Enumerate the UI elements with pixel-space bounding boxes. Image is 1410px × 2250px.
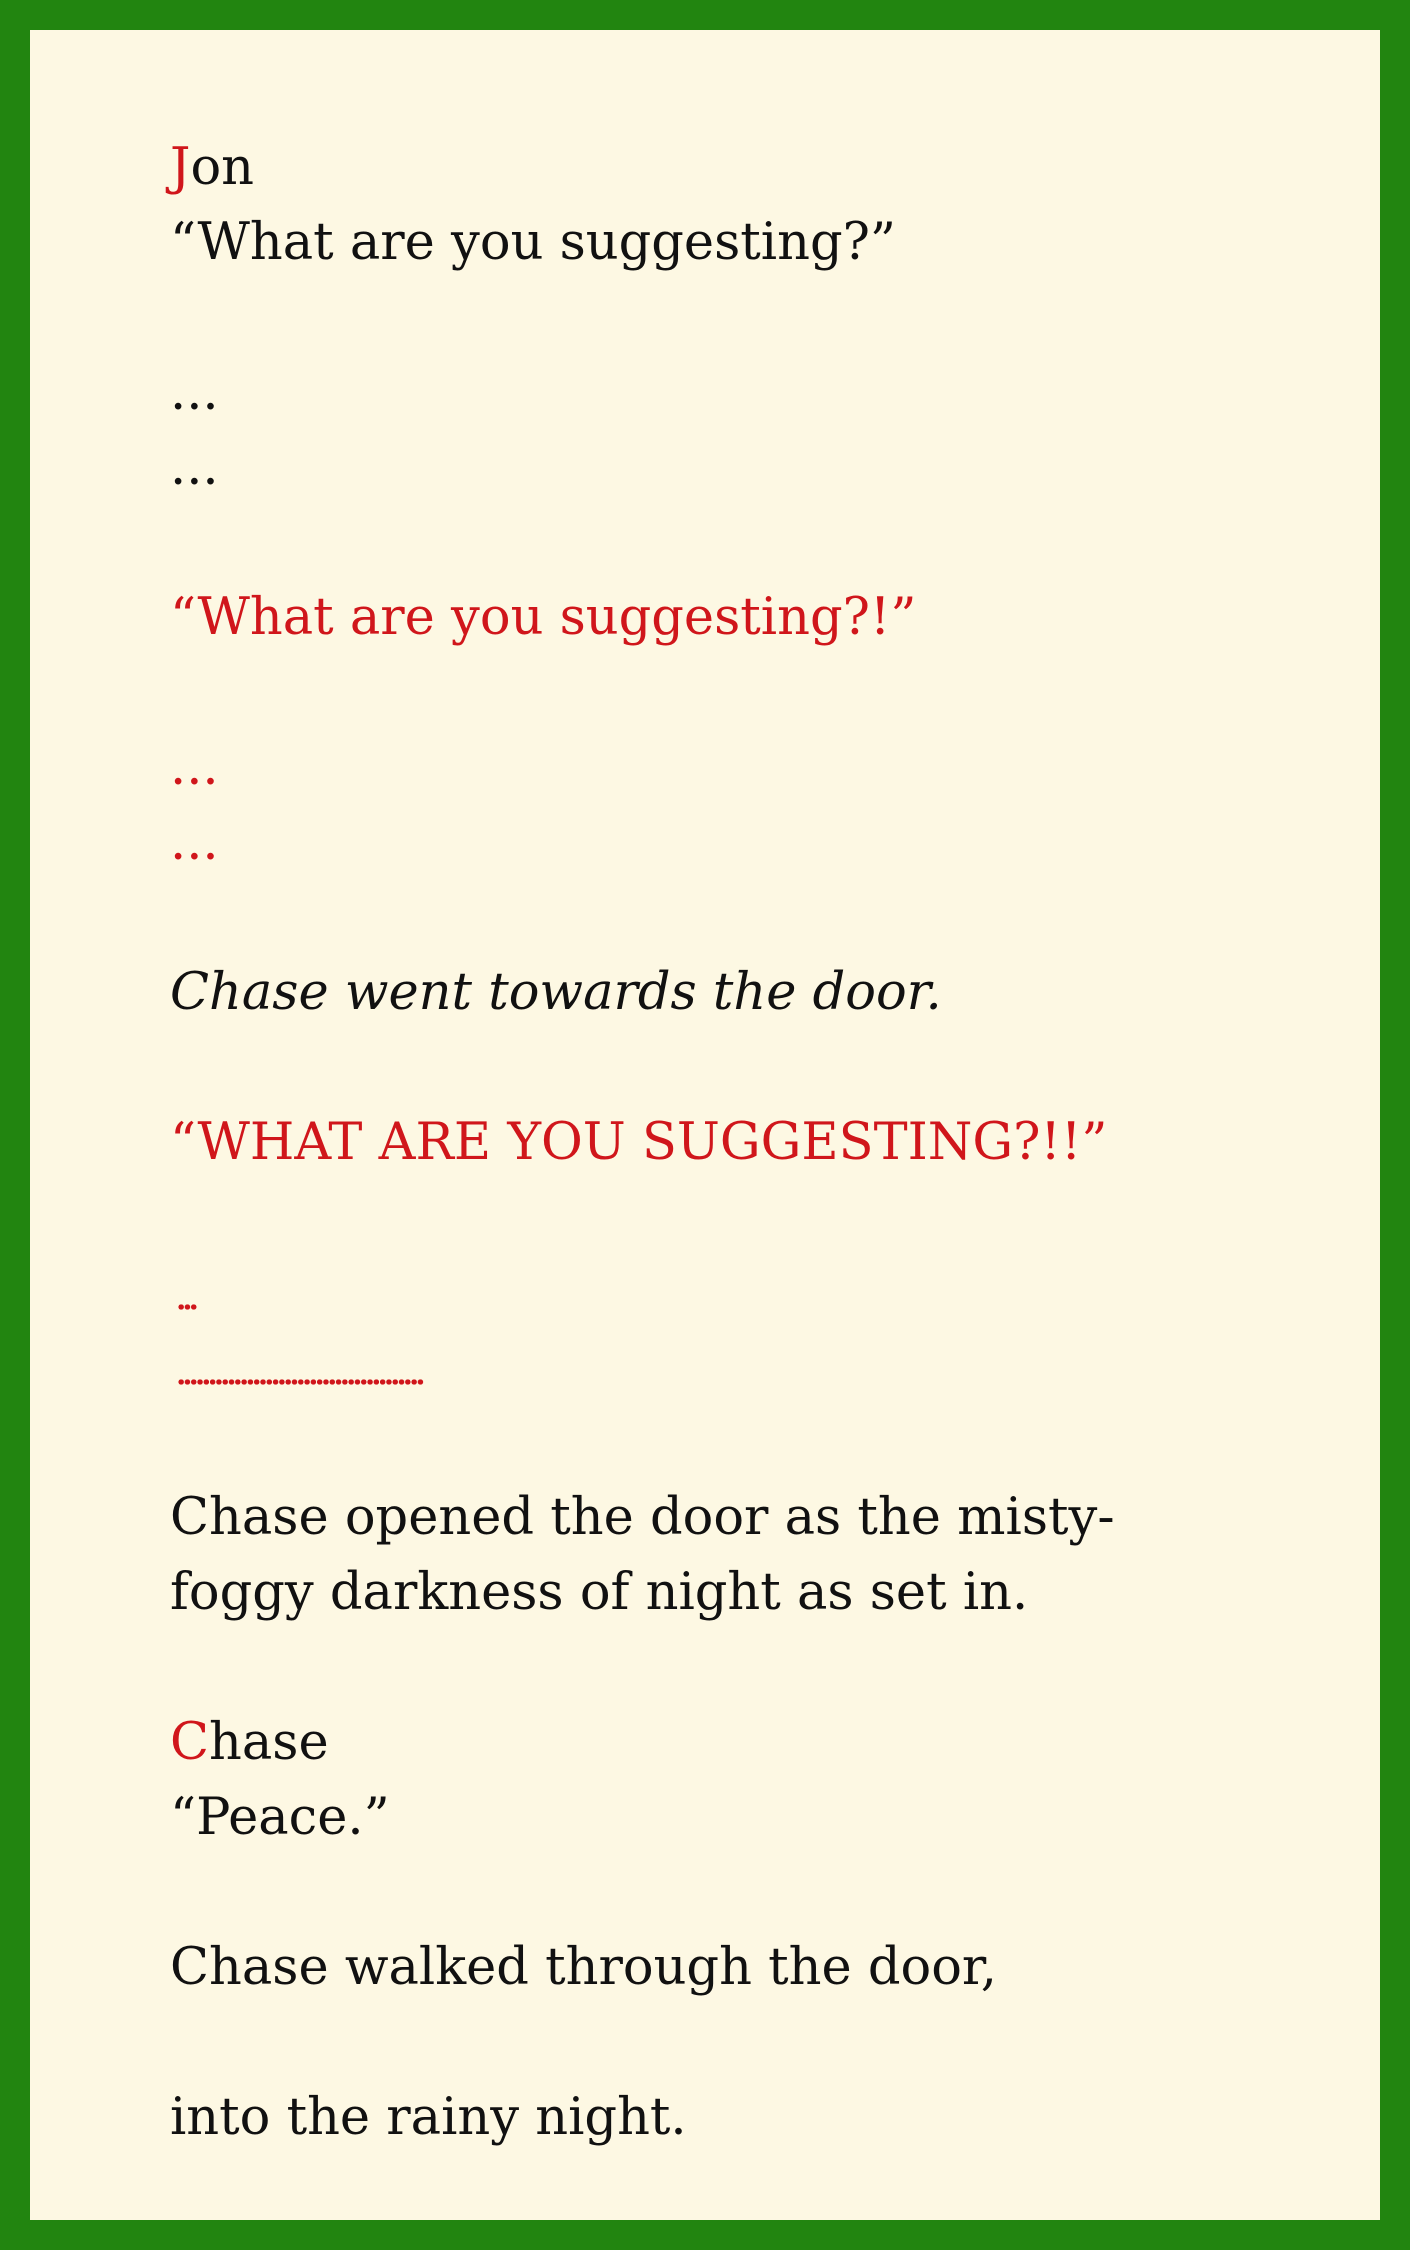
spacer <box>170 1630 1370 1705</box>
action-line: Chase went towards the door. <box>170 963 942 1022</box>
spacer <box>170 1405 1370 1480</box>
spacer <box>170 280 1370 355</box>
spacer <box>170 1180 1370 1255</box>
spacer <box>170 655 1370 730</box>
dot-row <box>178 1304 197 1310</box>
speaker-initial: C <box>170 1713 210 1772</box>
ellipsis-line: ... <box>170 813 219 872</box>
dot-row <box>178 1379 424 1385</box>
narration-line: Chase opened the door as the misty- <box>170 1488 1115 1547</box>
dialogue-line: “WHAT ARE YOU SUGGESTING?!!” <box>170 1113 1108 1172</box>
ellipsis-line: ... <box>170 738 219 797</box>
spacer <box>170 2005 1370 2080</box>
spacer <box>170 880 1370 955</box>
narration-line: foggy darkness of night as set in. <box>170 1563 1029 1622</box>
speaker-name-rest: on <box>190 138 255 197</box>
script-page <box>170 130 1370 2155</box>
dialogue-line: “What are you suggesting?” <box>170 213 897 272</box>
narration-line: into the rainy night. <box>170 2088 687 2147</box>
speaker-name-rest: hase <box>209 1713 329 1772</box>
spacer <box>170 505 1370 580</box>
tiny-ellipsis <box>170 1255 1370 1330</box>
narration-line: Chase walked through the door, <box>170 1938 997 1997</box>
ellipsis-line: ... <box>170 438 219 497</box>
dialogue-line: “What are you suggesting?!” <box>170 588 917 647</box>
speaker-name-chase <box>170 1705 1370 1780</box>
spacer <box>170 1855 1370 1930</box>
speaker-name-jon <box>170 130 1370 205</box>
ellipsis-line: ... <box>170 363 219 422</box>
spacer <box>170 1030 1370 1105</box>
dialogue-line: “Peace.” <box>170 1788 390 1847</box>
tiny-dotted-line <box>170 1330 1370 1405</box>
speaker-initial: J <box>170 138 191 197</box>
